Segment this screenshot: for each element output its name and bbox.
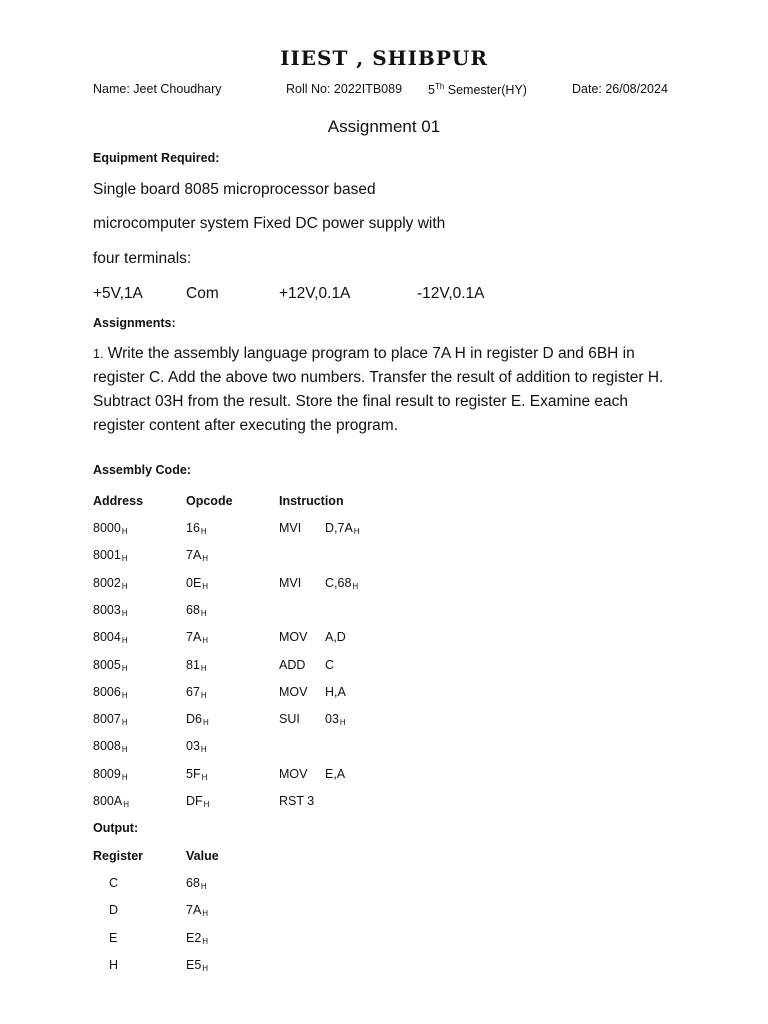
opcode-value-text: 16 bbox=[186, 521, 200, 535]
value-cell bbox=[186, 931, 208, 946]
register-value bbox=[186, 903, 208, 917]
hex-subscript: H bbox=[123, 800, 129, 809]
terminal-neg-12v: -12V,0.1A bbox=[417, 285, 485, 302]
hex-subscript: H bbox=[203, 800, 210, 809]
operand-value-text: 03 bbox=[325, 712, 339, 727]
equipment-line-1: Single board 8085 microprocessor based bbox=[93, 181, 376, 198]
address-value-text: 8000 bbox=[93, 521, 121, 535]
hex-subscript: H bbox=[121, 718, 128, 728]
hex-subscript: H bbox=[121, 690, 128, 700]
hex-subscript: H bbox=[121, 554, 128, 564]
hex-subscript: H bbox=[201, 772, 208, 782]
output-heading: Output: bbox=[93, 821, 139, 835]
operand-value bbox=[325, 521, 360, 535]
register-value-text: E2 bbox=[186, 930, 202, 945]
col-opcode: Opcode bbox=[186, 494, 233, 508]
hex-subscript: H bbox=[200, 882, 207, 891]
address-cell bbox=[93, 685, 128, 700]
semester-superscript: Th bbox=[434, 82, 445, 91]
mnemonic-cell: MOV bbox=[279, 766, 308, 781]
hex-subscript: H bbox=[339, 718, 346, 728]
operand-cell: H,A bbox=[325, 684, 346, 699]
opcode-cell bbox=[186, 794, 209, 809]
opcode-value-text: 7A bbox=[186, 548, 202, 563]
operand-cell bbox=[325, 521, 360, 536]
opcode-cell bbox=[186, 521, 207, 536]
hex-subscript: H bbox=[200, 690, 207, 700]
register-value bbox=[186, 876, 207, 890]
opcode-cell bbox=[186, 767, 207, 782]
opcode-value bbox=[186, 548, 208, 562]
opcode-value-text: 67 bbox=[186, 684, 200, 699]
address-value bbox=[93, 603, 128, 617]
student-name: Name: Jeet Choudhary bbox=[93, 82, 222, 96]
opcode-cell bbox=[186, 548, 208, 563]
mnemonic-cell: RST 3 bbox=[279, 794, 315, 808]
address-cell bbox=[93, 548, 128, 563]
col-instruction: Instruction bbox=[279, 494, 344, 508]
hex-subscript: H bbox=[121, 663, 128, 673]
hex-subscript: H bbox=[121, 581, 128, 591]
address-value-text: 800A bbox=[93, 794, 123, 808]
opcode-value-text: DF bbox=[186, 794, 203, 808]
question-text: Write the assembly language program to place 7A H in register D and 6BH in register C. Add the above two numbers. Transfer the result of addition to register H. Subtract 03H from the result. Store the final result to register E. Examine each register content after executing the program. bbox=[93, 345, 664, 434]
address-value bbox=[93, 548, 128, 562]
assignment-title: Assignment 01 bbox=[327, 117, 441, 136]
hex-subscript: H bbox=[200, 527, 207, 536]
address-value-text: 8005 bbox=[93, 657, 121, 672]
hex-subscript: H bbox=[121, 608, 128, 618]
opcode-value-text: 03 bbox=[186, 739, 200, 754]
address-value-text: 8006 bbox=[93, 684, 121, 699]
opcode-value bbox=[186, 712, 209, 726]
hex-subscript: H bbox=[202, 963, 209, 973]
register-cell: C bbox=[109, 876, 119, 890]
opcode-value bbox=[186, 794, 209, 808]
hex-subscript: H bbox=[202, 636, 209, 646]
address-value-text: 8004 bbox=[93, 630, 121, 645]
opcode-value bbox=[186, 658, 207, 672]
institution-title: IIEST , SHIBPUR bbox=[280, 46, 488, 70]
address-cell bbox=[93, 630, 128, 645]
address-value bbox=[93, 712, 128, 726]
register-value bbox=[186, 958, 208, 972]
operand-value bbox=[325, 576, 358, 590]
opcode-value-text: 0E bbox=[186, 575, 202, 590]
address-value bbox=[93, 658, 128, 672]
date: Date: 26/08/2024 bbox=[572, 82, 668, 96]
mnemonic-cell: MOV bbox=[279, 630, 308, 645]
hex-subscript: H bbox=[121, 636, 128, 646]
question-number: 1. bbox=[93, 347, 104, 361]
opcode-value bbox=[186, 521, 207, 535]
assembly-code-heading: Assembly Code: bbox=[93, 463, 191, 477]
operand-value bbox=[325, 712, 346, 726]
operand-cell bbox=[325, 576, 358, 591]
assignment-question bbox=[93, 342, 683, 438]
operand-cell: E,A bbox=[325, 766, 346, 781]
mnemonic-cell: SUI bbox=[279, 712, 300, 727]
hex-subscript: H bbox=[202, 909, 209, 919]
address-value bbox=[93, 521, 128, 535]
terminal-12v: +12V,0.1A bbox=[279, 285, 351, 302]
terminal-5v: +5V,1A bbox=[93, 285, 143, 302]
operand-value-text: D,7A bbox=[325, 521, 353, 535]
mnemonic-cell: ADD bbox=[279, 657, 306, 672]
equipment-heading: Equipment Required: bbox=[93, 151, 220, 165]
opcode-value-text: D6 bbox=[186, 712, 202, 727]
hex-subscript: H bbox=[200, 745, 207, 755]
address-value-text: 8008 bbox=[93, 739, 121, 754]
hex-subscript: H bbox=[202, 554, 209, 564]
address-cell bbox=[93, 739, 128, 754]
col-register: Register bbox=[93, 849, 144, 863]
terminal-com: Com bbox=[186, 285, 219, 302]
hex-subscript: H bbox=[121, 772, 128, 782]
register-value-text: 68 bbox=[186, 876, 200, 890]
opcode-cell bbox=[186, 630, 208, 645]
opcode-value-text: 81 bbox=[186, 657, 200, 672]
hex-subscript: H bbox=[202, 718, 209, 728]
opcode-cell bbox=[186, 739, 207, 754]
register-value-text: E5 bbox=[186, 957, 202, 972]
opcode-value bbox=[186, 630, 208, 644]
register-cell: H bbox=[109, 957, 119, 972]
hex-subscript: H bbox=[200, 608, 207, 618]
address-cell bbox=[93, 767, 128, 782]
address-cell bbox=[93, 521, 128, 536]
register-cell: E bbox=[109, 930, 118, 945]
operand-cell: C bbox=[325, 657, 335, 672]
semester-number: 5 bbox=[428, 83, 435, 98]
col-value: Value bbox=[186, 849, 219, 863]
opcode-value bbox=[186, 767, 207, 781]
address-cell bbox=[93, 576, 128, 591]
opcode-value bbox=[186, 603, 207, 617]
address-value-text: 8007 bbox=[93, 712, 121, 727]
address-value-text: 8001 bbox=[93, 548, 121, 563]
opcode-cell bbox=[186, 658, 207, 673]
address-value-text: 8009 bbox=[93, 766, 121, 781]
value-cell bbox=[186, 903, 208, 918]
hex-subscript: H bbox=[121, 527, 128, 536]
equipment-line-3: four terminals: bbox=[93, 250, 192, 267]
opcode-cell bbox=[186, 712, 209, 727]
value-cell bbox=[186, 876, 207, 891]
hex-subscript: H bbox=[353, 527, 360, 536]
opcode-value bbox=[186, 739, 207, 753]
opcode-value bbox=[186, 576, 208, 590]
semester-label: Semester(HY) bbox=[444, 83, 527, 98]
address-value bbox=[93, 794, 129, 808]
mnemonic-cell: MOV bbox=[279, 684, 308, 699]
register-cell: D bbox=[109, 903, 119, 918]
assignments-heading: Assignments: bbox=[93, 316, 176, 330]
register-value-text: 7A bbox=[186, 903, 202, 918]
address-value bbox=[93, 630, 128, 644]
value-cell bbox=[186, 958, 208, 973]
opcode-cell bbox=[186, 685, 207, 700]
address-cell bbox=[93, 794, 129, 809]
address-value-text: 8002 bbox=[93, 575, 121, 590]
hex-subscript: H bbox=[121, 745, 128, 755]
opcode-cell bbox=[186, 576, 208, 591]
opcode-cell bbox=[186, 603, 207, 618]
address-value bbox=[93, 576, 128, 590]
operand-value-text: C,68 bbox=[325, 575, 352, 590]
hex-subscript: H bbox=[202, 936, 209, 946]
address-cell bbox=[93, 712, 128, 727]
hex-subscript: H bbox=[200, 663, 207, 673]
address-value-text: 8003 bbox=[93, 602, 121, 617]
register-value bbox=[186, 931, 208, 945]
semester bbox=[428, 82, 527, 97]
col-address: Address bbox=[93, 494, 144, 508]
opcode-value bbox=[186, 685, 207, 699]
mnemonic-cell: MVI bbox=[279, 521, 302, 535]
hex-subscript: H bbox=[352, 581, 359, 591]
opcode-value-text: 7A bbox=[186, 630, 202, 645]
address-value bbox=[93, 767, 128, 781]
address-value bbox=[93, 739, 128, 753]
roll-number: Roll No: 2022ITB089 bbox=[286, 82, 403, 96]
address-cell bbox=[93, 603, 128, 618]
equipment-line-2: microcomputer system Fixed DC power supply with bbox=[93, 215, 446, 232]
operand-cell: A,D bbox=[325, 630, 346, 645]
hex-subscript: H bbox=[202, 581, 209, 591]
address-value bbox=[93, 685, 128, 699]
address-cell bbox=[93, 658, 128, 673]
mnemonic-cell: MVI bbox=[279, 575, 302, 590]
opcode-value-text: 5F bbox=[186, 766, 201, 781]
operand-cell bbox=[325, 712, 346, 727]
opcode-value-text: 68 bbox=[186, 602, 200, 617]
